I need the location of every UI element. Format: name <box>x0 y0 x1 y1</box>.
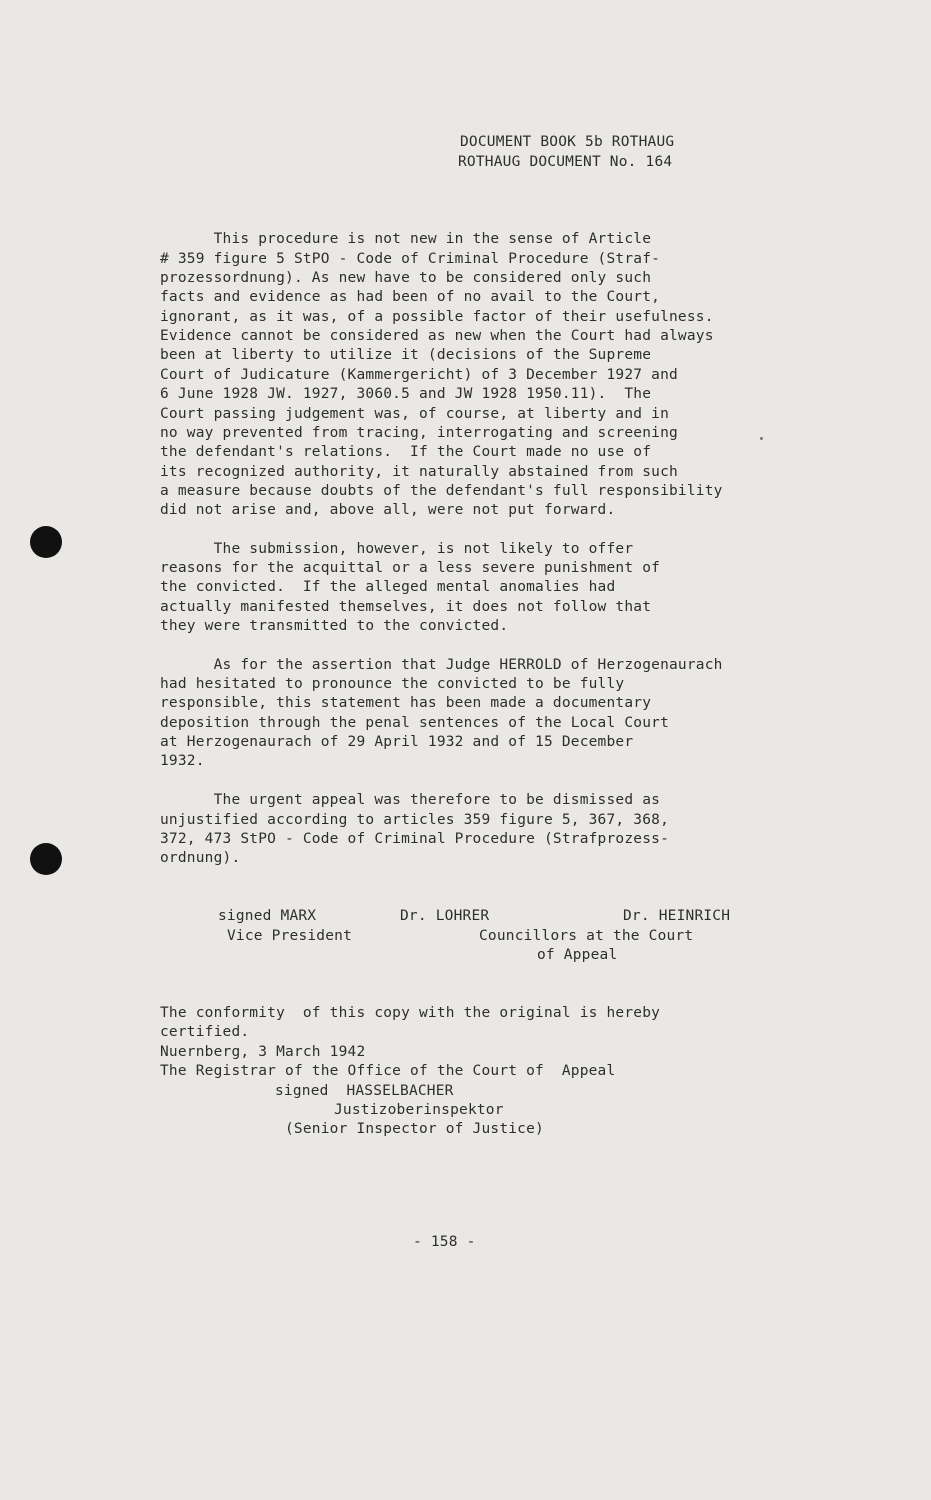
text-line: ignorant, as it was, of a possible factor of their usefulness. <box>160 309 714 325</box>
certification-place-date: Nuernberg, 3 March 1942 <box>160 1044 366 1060</box>
signature-marx-title: Vice President <box>227 928 353 944</box>
certification-signed: signed HASSELBACHER <box>275 1083 454 1099</box>
header-book-ref: DOCUMENT BOOK 5b ROTHAUG <box>460 134 675 150</box>
text-line: 1932. <box>160 753 205 769</box>
text-line: The submission, however, is not likely to offer <box>160 541 634 557</box>
text-line: at Herzogenaurach of 29 April 1932 and of 15 December <box>160 734 634 750</box>
text-line: they were transmitted to the convicted. <box>160 618 509 634</box>
text-line: did not arise and, above all, were not put forward. <box>160 502 616 518</box>
councillors-title-continued: of Appeal <box>537 947 618 963</box>
text-line: prozessordnung). As new have to be considered only such <box>160 270 652 286</box>
text-line: As for the assertion that Judge HERROLD of Herzogenaurach <box>160 657 723 673</box>
text-line: the defendant's relations. If the Court made no use of <box>160 444 652 460</box>
text-line: The urgent appeal was therefore to be dismissed as <box>160 792 661 808</box>
text-line: # 359 figure 5 StPO - Code of Criminal Procedure (Straf- <box>160 251 661 267</box>
text-line: had hesitated to pronounce the convicted to be fully <box>160 676 625 692</box>
text-line: ordnung). <box>160 850 241 866</box>
certification-line: The conformity of this copy with the original is hereby <box>160 1005 661 1021</box>
text-line: been at liberty to utilize it (decisions of the Supreme <box>160 347 652 363</box>
text-line: responsible, this statement has been made a documentary <box>160 695 652 711</box>
text-line: Court of Judicature (Kammergericht) of 3 December 1927 and <box>160 367 678 383</box>
punch-hole-bottom <box>30 843 62 875</box>
signature-heinrich: Dr. HEINRICH <box>623 908 731 924</box>
stray-mark <box>760 437 763 440</box>
text-line: 372, 473 StPO - Code of Criminal Procedure (Strafprozess- <box>160 831 669 847</box>
text-line: no way prevented from tracing, interrogating and screening <box>160 425 678 441</box>
text-line: the convicted. If the alleged mental anomalies had <box>160 579 616 595</box>
certification-rank-translation: (Senior Inspector of Justice) <box>285 1121 544 1137</box>
text-line: Evidence cannot be considered as new when the Court had always <box>160 328 714 344</box>
signature-marx: signed MARX <box>218 908 317 924</box>
punch-hole-top <box>30 526 62 558</box>
page-number: - 158 - <box>413 1234 476 1250</box>
text-line: facts and evidence as had been of no avail to the Court, <box>160 289 661 305</box>
text-line: reasons for the acquittal or a less severe punishment of <box>160 560 661 576</box>
certification-line: certified. <box>160 1024 250 1040</box>
signature-lohrer: Dr. LOHRER <box>400 908 490 924</box>
text-line: unjustified according to articles 359 figure 5, 367, 368, <box>160 812 669 828</box>
text-line: actually manifested themselves, it does not follow that <box>160 599 652 615</box>
text-line: Court passing judgement was, of course, at liberty and in <box>160 406 669 422</box>
councillors-title: Councillors at the Court <box>479 928 694 944</box>
text-line: 6 June 1928 JW. 1927, 3060.5 and JW 1928 1950.11). The <box>160 386 652 402</box>
text-line: This procedure is not new in the sense of Article <box>160 231 652 247</box>
certification-rank: Justizoberinspektor <box>334 1102 504 1118</box>
text-line: deposition through the penal sentences of the Local Court <box>160 715 669 731</box>
text-line: its recognized authority, it naturally abstained from such <box>160 464 678 480</box>
certification-registrar: The Registrar of the Office of the Court of Appeal <box>160 1063 616 1079</box>
text-line: a measure because doubts of the defendant's full responsibility <box>160 483 723 499</box>
header-document-number: ROTHAUG DOCUMENT No. 164 <box>458 154 673 170</box>
